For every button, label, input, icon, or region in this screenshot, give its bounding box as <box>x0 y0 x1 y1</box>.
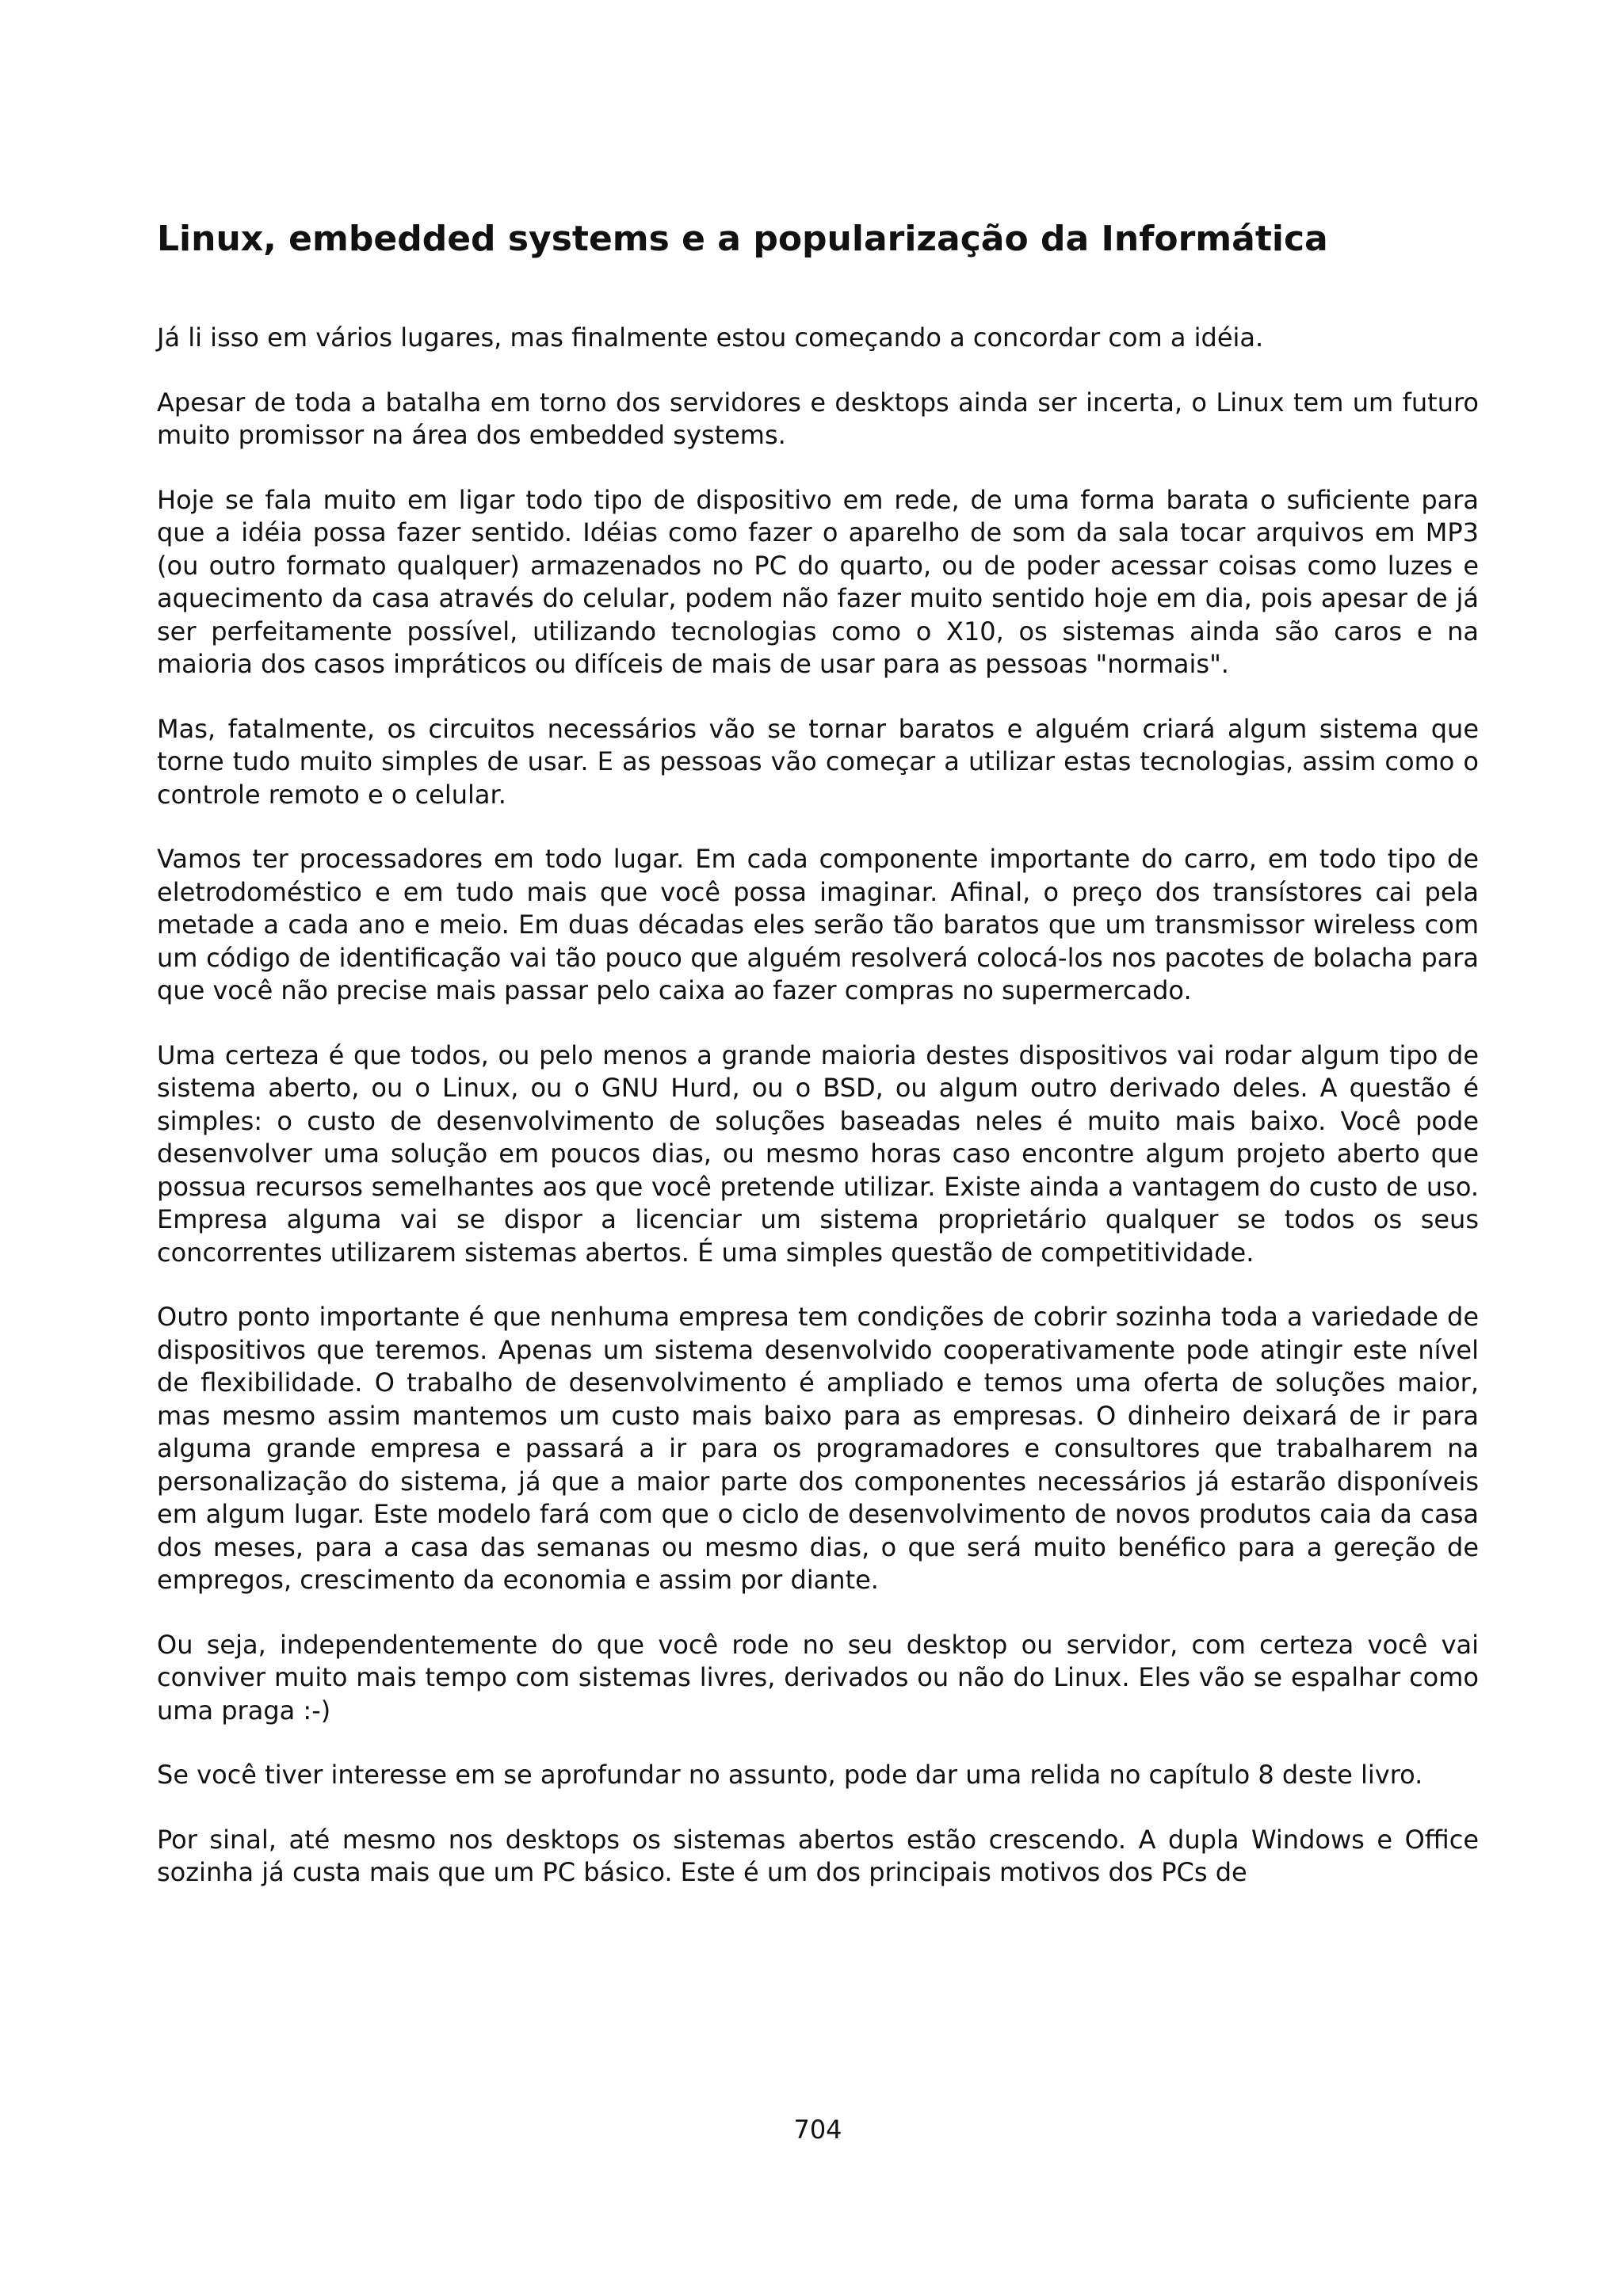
article-body <box>157 322 1479 1921</box>
paragraph-7: Outro ponto importante é que nenhuma empresa tem condições de cobrir sozinha toda a variedade de dispositivos que teremos. Apenas um sistema desenvolvido cooperativamente pode atingir este nível de flexibilidade. O trabalho de desenvolvimento é ampliado e temos uma oferta de soluções maior, mas mesmo assim mantemos um custo mais baixo para as empresas. O dinheiro deixará de ir para alguma grande empresa e passará a ir para os programadores e consultores que trabalharem na personalização do sistema, já que a maior parte dos componentes necessários já estarão disponíveis em algum lugar. Este modelo fará com que o ciclo de desenvolvimento de novos produtos caia da casa dos meses, para a casa das semanas ou mesmo dias, o que será muito benéfico para a gereção de empregos, crescimento da economia e assim por diante. <box>157 1302 1479 1595</box>
paragraph-5: Vamos ter processadores em todo lugar. Em cada componente importante do carro, em todo tipo de eletrodoméstico e em tudo mais que você possa imaginar. Afinal, o preço dos transístores cai pela metade a cada ano e meio. Em duas décadas eles serão tão baratos que um transmissor wireless com um código de identificação vai tão pouco que alguém resolverá colocá-los nos pacotes de bolacha para que você não precise mais passar pelo caixa ao fazer compras no supermercado. <box>157 844 1479 1005</box>
document-page <box>157 0 1479 2296</box>
paragraph-9: Se você tiver interesse em se aprofundar no assunto, pode dar uma relida no capítulo 8 deste livro. <box>157 1760 1423 1790</box>
paragraph-3: Hoje se fala muito em ligar todo tipo de dispositivo em rede, de uma forma barata o suficiente para que a idéia possa fazer sentido. Idéias como fazer o aparelho de som da sala tocar arquivos em MP3 (ou outro formato qualquer) armazenados no PC do quarto, ou de poder acessar coisas como luzes e aquecimento da casa através do celular, podem não fazer muito sentido hoje em dia, pois apesar de já ser perfeitamente possível, utilizando tecnologias como o X10, os sistemas ainda são caros e na maioria dos casos impráticos ou difíceis de mais de usar para as pessoas "normais". <box>157 484 1479 679</box>
paragraph-10: Por sinal, até mesmo nos desktops os sistemas abertos estão crescendo. A dupla Windows e Office sozinha já custa mais que um PC básico. Este é um dos principais motivos dos PCs de <box>157 1824 1479 1887</box>
paragraph-1: Já li isso em vários lugares, mas finalmente estou começando a concordar com a idéia. <box>157 322 1264 353</box>
article-title: Linux, embedded systems e a popularização da Informática <box>157 219 1328 259</box>
paragraph-8: Ou seja, independentemente do que você rode no seu desktop ou servidor, com certeza você vai conviver muito mais tempo com sistemas livres, derivados ou não do Linux. Eles vão se espalhar como uma praga :-) <box>157 1629 1479 1726</box>
paragraph-6: Uma certeza é que todos, ou pelo menos a grande maioria destes dispositivos vai rodar algum tipo de sistema aberto, ou o Linux, ou o GNU Hurd, ou o BSD, ou algum outro derivado deles. A questão é simples: o custo de desenvolvimento de soluções baseadas neles é muito mais baixo. Você pode desenvolver uma solução em poucos dias, ou mesmo horas caso encontre algum projeto aberto que possua recursos semelhantes aos que você pretende utilizar. Existe ainda a vantagem do custo de uso. Empresa alguma vai se dispor a licenciar um sistema proprietário qualquer se todos os seus concorrentes utilizarem sistemas abertos. É uma simples questão de competitividade. <box>157 1039 1479 1268</box>
paragraph-2: Apesar de toda a batalha em torno dos servidores e desktops ainda ser incerta, o Linux tem um futuro muito promissor na área dos embedded systems. <box>157 387 1479 450</box>
page-number: 704 <box>793 2115 842 2145</box>
paragraph-4: Mas, fatalmente, os circuitos necessários vão se tornar baratos e alguém criará algum sistema que torne tudo muito simples de usar. E as pessoas vão começar a utilizar estas tecnologias, assim como o controle remoto e o celular. <box>157 713 1479 810</box>
